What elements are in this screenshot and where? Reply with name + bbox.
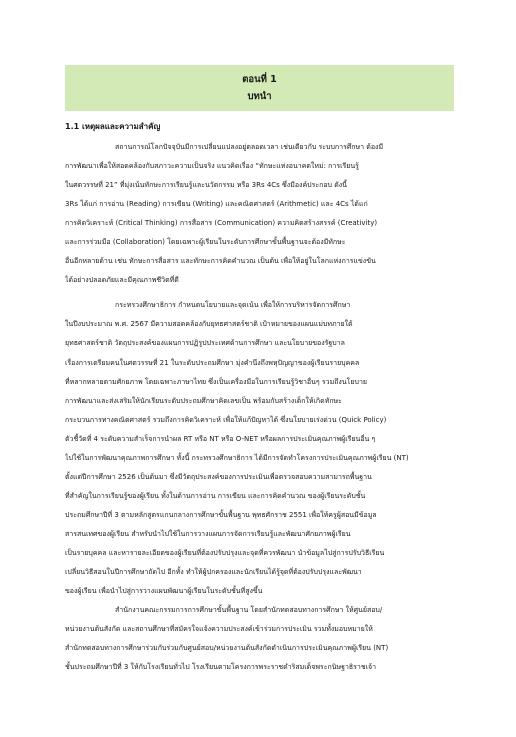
paragraph-1-line-3: ในศตวรรษที่ 21” ที่มุ่งเน้นทักษะการเรียนรู้และนวัตกรรม หรือ 3Rs 4Cs ซึ่งมีองค์ประกอบ ดังนี้ (65, 181, 347, 190)
paragraph-2-line-1: กระทรวงศึกษาธิการ กำหนดนโยบายและจุดเน้น เพื่อให้การบริหารจัดการศึกษา (115, 301, 351, 310)
paragraph-3-line-4: ชั้นประถมศึกษาปีที่ 3 ให้กับโรงเรียนทั่วไป โรงเรียนตามโครงการพระราชดำริสมเด็จพระกนิษฐาธิราชเจ้า (65, 663, 377, 672)
chapter-number-title: ตอนที่ 1 (242, 74, 277, 85)
paragraph-1-line-8: ได้อย่างปลอดภัยและมีคุณภาพชีวิตที่ดี (65, 276, 179, 285)
paragraph-2-line-4: เรื่องการเตรียมคนในศตวรรษที่ 21 ในระดับประถมศึกษา มุ่งคำนึงถึงพหุปัญญาของผู้เรียนรายบุคคล (65, 358, 360, 367)
body-text (65, 138, 455, 677)
chapter-name: บทนำ (247, 91, 272, 102)
paragraph-1-line-7: อื่นอีกหลายด้าน เช่น ทักษะการสื่อสาร และทักษะการคิดคำนวณ เป็นต้น เพื่อให้อยู่ในโลกแห่งการแข่งขัน (65, 257, 376, 266)
section-heading: 1.1 เหตุผลและความสำคัญ (65, 122, 161, 131)
paragraph-2-line-2: ในปีงบประมาณ พ.ศ. 2567 มีความสอดคล้องกับยุทธศาสตร์ชาติ เป้าหมายของแผนแม่บทภายใต้ (65, 320, 353, 329)
chapter-header-box (65, 65, 454, 111)
paragraph-1-line-6: และการร่วมมือ (Collaboration) โดยเฉพาะผู้เรียนในระดับการศึกษาขั้นพื้นฐานจะต้องมีทักษะ (65, 238, 346, 247)
paragraph-2-line-15: เปลี่ยนวิธีสอนในปีการศึกษาถัดไป อีกทั้ง ทำให้ผู้ปกครองและนักเรียนได้รู้จุดที่ต้องปรับปรุงและพัฒนา (65, 568, 362, 577)
paragraph-1-line-4: 3Rs ได้แก่ การอ่าน (Reading) การเขียน (Writing) และคณิตศาสตร์ (Arithmetic) และ 4Cs ได้แก่ (65, 200, 368, 209)
paragraph-2-line-16: ของผู้เรียน เพื่อนำไปสู่การวางแผนพัฒนาผู้เรียนในระดับชั้นที่สูงขึ้น (65, 587, 263, 596)
paragraph-2-line-5: ที่หลากหลายตามศักยภาพ โดยเฉพาะภาษาไทย ซึ่งเป็นเครื่องมือในการเรียนรู้วิชาอื่นๆ รวมถึงนโยบาย (65, 377, 367, 386)
paragraph-2-line-14: เป็นรายบุคคล และหารายละเอียดของผู้เรียนที่ต้องปรับปรุงและจุดที่ควรพัฒนา นำข้อมูลไปสู่การปรับวิธีเรียน (65, 548, 385, 557)
paragraph-2-line-13: สารสนเทศของผู้เรียน สำหรับนำไปใช้ในการวางแผนการจัดการเรียนรู้และพัฒนาศักยภาพผู้เรียน (65, 529, 351, 538)
paragraph-2-line-7: กระบวนการทางคณิตศาสตร์ รวมถึงการคิดวิเคราะห์ เพื่อให้แก้ปัญหาได้ ซึ่งนโยบายเร่งด่วน (Quick Policy) (65, 415, 387, 424)
paragraph-3-line-3: สำนักทดสอบทางการศึกษาร่วมกับร่วมกับศูนย์สอบ/หน่วยงานต้นสังกัดดำเนินการประเมินคุณภาพผู้เรียน (NT) (65, 644, 389, 653)
paragraph-2-line-9: ไปใช้ในการพัฒนาคุณภาพการศึกษา ทั้งนี้ กระทรวงศึกษาธิการ ได้มีการจัดทำโครงการประเมินคุณภาพผู้เรียน (NT) (65, 453, 409, 462)
paragraph-1-line-2: การพัฒนาเพื่อให้สอดคล้องกับสภาวะความเป็นจริง แนวคิดเรื่อง “ทักษะแห่งอนาคตใหม่: การเรียนรู้ (65, 162, 359, 171)
paragraph-2-line-8: ตัวชี้วัดที่ 4 ระดับความสำเร็จการนำผล RT หรือ NT หรือ O-NET หรือผลการประเมินคุณภาพผู้เรียนอื่น ๆ (65, 434, 376, 443)
paragraph-2-line-11: ที่สำคัญในการเรียนรู้ของผู้เรียน ทั้งในด้านการอ่าน การเขียน และการคิดคำนวณ ของผู้เรียนระดับชั้น (65, 491, 366, 500)
paragraph-2-line-12: ประถมศึกษาปีที่ 3 ตามหลักสูตรแกนกลางการศึกษาขั้นพื้นฐาน พุทธศักราช 2551 เพื่อให้ครูผู้สอนมีข้อมูล (65, 510, 377, 519)
paragraph-2-line-3: ยุทธศาสตร์ชาติ วัตถุประสงค์ของแผนการปฏิรูปประเทศด้านการศึกษา และนโยบายของรัฐบาล (65, 339, 345, 348)
paragraph-3-line-2: หน่วยงานต้นสังกัด และสถานศึกษาที่สมัครใจแจ้งความประสงค์เข้าร่วมการประเมิน รวมทั้งมอบหมายให้ (65, 625, 373, 634)
paragraph-1-line-5: การคิดวิเคราะห์ (Critical Thinking) การสื่อสาร (Communication) ความคิดสร้างสรรค์ (Creativity) (65, 219, 378, 228)
paragraph-3-line-1: สำนักงานคณะกรรมการการศึกษาขั้นพื้นฐาน โดยสำนักทดสอบทางการศึกษา ให้ศูนย์สอบ/ (115, 606, 383, 615)
paragraph-1-line-1: สถานการณ์โลกปัจจุบันมีการเปลี่ยนแปลงอยู่ตลอดเวลา เช่นเดียวกับ ระบบการศึกษา ต้องมี (115, 143, 384, 151)
paragraph-2-line-6: การพัฒนาและส่งเสริมให้นักเรียนระดับประถมศึกษาคิดเลขเป็น พร้อมกับสร้างเด็กให้เกิดทักษะ (65, 396, 342, 405)
paragraph-2-line-10: ตั้งแต่ปีการศึกษา 2526 เป็นต้นมา ซึ่งมีวัตถุประสงค์ของการประเมินเพื่อตรวจสอบความสามารถพื้นฐาน (65, 472, 372, 481)
